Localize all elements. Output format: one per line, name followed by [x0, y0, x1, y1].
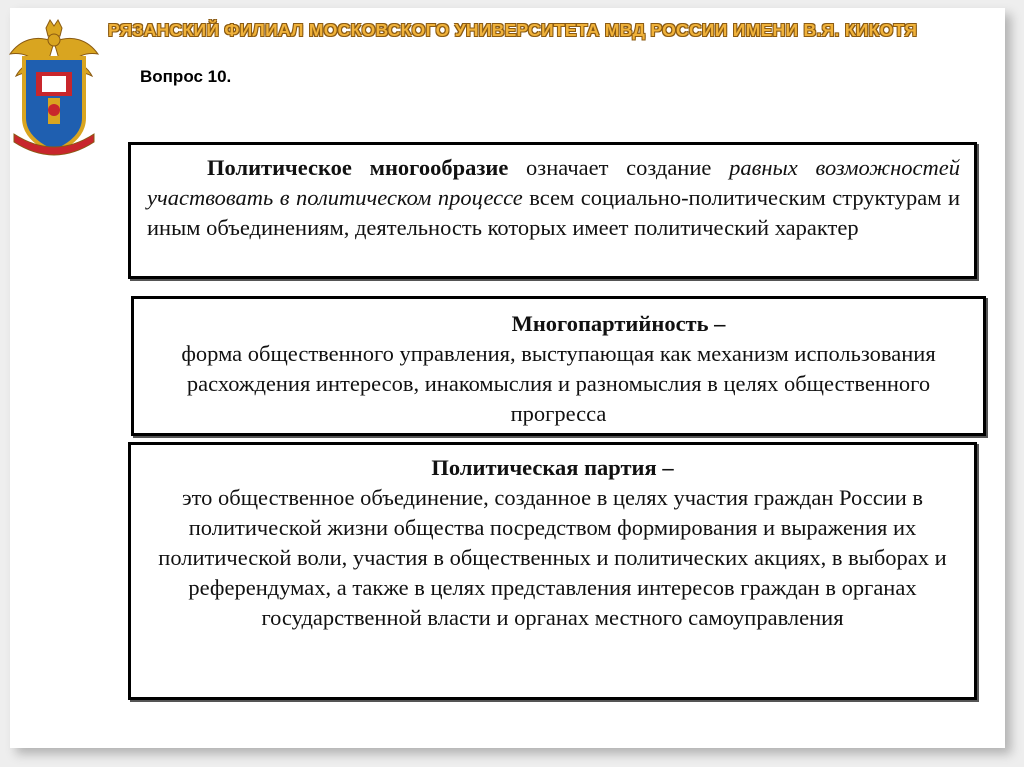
term-political-party: Политическая партия	[431, 455, 657, 480]
police-academy-emblem-icon	[6, 14, 102, 158]
definition-box-multiparty	[131, 296, 986, 436]
definition-box-political-pluralism	[128, 142, 977, 279]
multiparty-definition: форма общественного управления, выступающая как механизм использования расхождения интересов, инакомыслия и разномыслия в целях общественного прогресса	[181, 341, 936, 426]
multiparty-dash: –	[708, 311, 726, 336]
party-definition: это общественное объединение, созданное в целях участия граждан России в политической жизни общества посредством формирования и выражения их политической воли, участия в общественных и политических акциях, в выборах и референдумах, а также в целях представления интересов граждан в органах государственной власти и органах местного самоуправления	[158, 485, 947, 630]
pluralism-text-1: означает создание	[508, 155, 730, 180]
term-political-pluralism: Политическое многообразие	[207, 155, 509, 180]
term-multiparty: Многопартийность	[511, 311, 709, 336]
question-number: Вопрос 10.	[140, 67, 232, 86]
pluralism-italic-phrase: равных возможностей участвовать в политическом процессе	[147, 155, 960, 210]
institution-title: РЯЗАНСКИЙ ФИЛИАЛ МОСКОВСКОГО УНИВЕРСИТЕТА МВД РОССИИ ИМЕНИ В.Я. КИКОТЯ	[108, 20, 918, 40]
pluralism-text-2: всем социально-политическим структурам и иным объединениям, деятельность которых имеет политический характер	[147, 185, 960, 240]
party-dash: –	[656, 455, 674, 480]
definition-box-political-party	[128, 442, 977, 700]
